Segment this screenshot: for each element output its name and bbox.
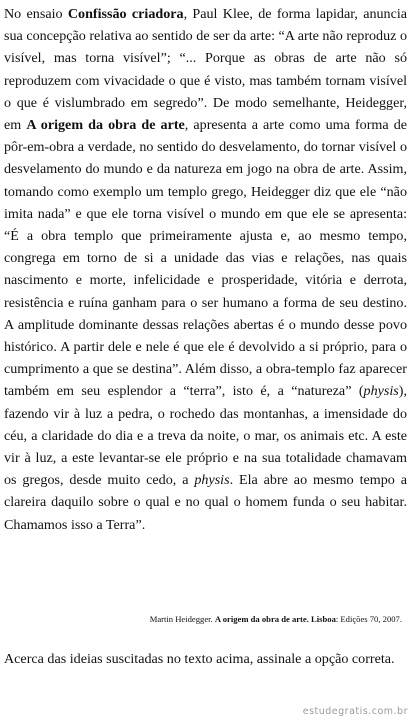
citation-author: Martin Heidegger. — [149, 614, 215, 624]
passage-segment: ), fazendo vir à luz a pedra, o rochedo das montanhas, a imensidade do céu, a claridade do dia e a treva da noite, o mar, os animais etc. A este vir à luz, a este levantar-se ele próprio e na sua totalidade chamavam os gregos, desde muito cedo, a — [4, 383, 407, 489]
book-title-heidegger: A origem da obra de arte — [26, 117, 185, 134]
passage-text — [4, 3, 407, 536]
source-citation — [150, 613, 402, 625]
term-physis: physis — [363, 383, 399, 400]
passage-segment: , Paul Klee, de forma lapidar, anuncia sua concepção relativa ao sentido de ser da arte: “A arte não reproduz o visível, mas torna visível”; “... Porque as obras de arte não só reproduzem com vivacidade o que é visto, mas também tornam visível o que é vislumbrado em segredo”. De modo semelhante, Heidegger, em — [4, 6, 408, 134]
passage-segment: , apresenta a arte como uma forma de pôr-em-obra a verdade, no sentido do desvelamento, do tornar visível o desvelamento do mundo e da natureza em jogo na obra de arte. Assim, tomando como exemplo um templo grego, Heidegger diz que ele “não imita nada” e que ele torna visível o mundo em que ele se apresenta: “É a obra templo que primeiramente ajusta e, ao mesmo tempo, congrega em torno de si a unidade das vias e relações, nas quais nascimento e morte, infelicidade e prosperidade, vitória e derrota, resistência e ruína ganham para o ser humano a forma de seu destino. A amplitude dominante dessas relações abertas é o mundo desse povo histórico. A partir dele e nele é que ele é devolvido a si próprio, para o cumprimento a que se destina”. Além disso, a obra-templo faz aparecer também em seu esplendor a “terra”, isto é, a “natureza” ( — [4, 117, 407, 400]
question-prompt: Acerca das ideias suscitadas no texto acima, assinale a opção correta. — [4, 651, 395, 667]
passage-segment: No ensaio — [4, 6, 68, 22]
passage-segment: . Ela abre ao mesmo tempo a clareira daquilo sobre o qual e no qual o homem funda o seu habitar. Chamamos isso a Terra”. — [4, 472, 407, 533]
citation-publisher: : Edições 70, 2007. — [335, 614, 402, 624]
essay-title-klee: Confissão criadora — [67, 6, 184, 22]
site-watermark: estudegratis.com.br — [302, 706, 408, 717]
term-physis: physis — [194, 472, 230, 489]
citation-title: A origem da obra de arte. Lisboa — [214, 614, 336, 624]
